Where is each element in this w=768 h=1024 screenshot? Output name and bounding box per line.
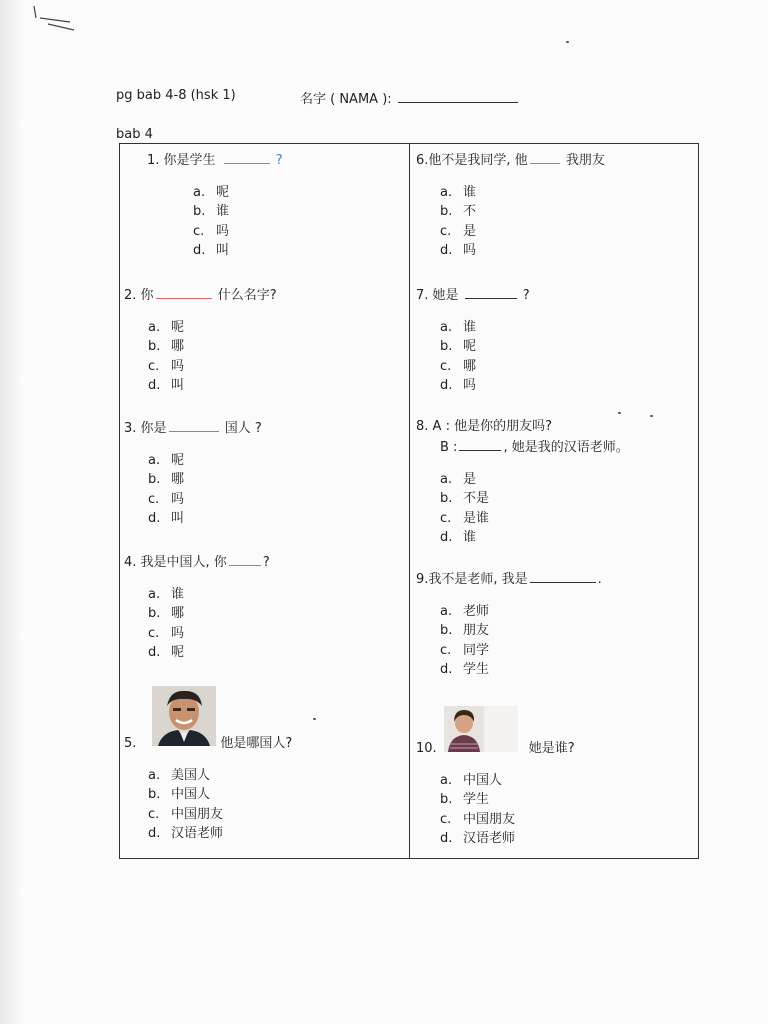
question-number: 6. (416, 153, 429, 168)
answer-blank[interactable] (530, 152, 560, 164)
option-d[interactable]: d. 叫 (148, 377, 185, 393)
worksheet-title: pg bab 4-8 (hsk 1) (116, 88, 236, 103)
option-a[interactable]: a. 谁 (148, 587, 185, 602)
options-list (148, 766, 292, 843)
question-text: 你 (140, 288, 154, 303)
question-3: 3. 你是 国人 ? a. 呢 b. 哪 c. 吗 d. 叫 (124, 420, 262, 528)
option-d[interactable]: d. 吗 (440, 242, 477, 258)
option-c[interactable]: c. 吗 (193, 223, 230, 239)
answer-blank[interactable] (229, 554, 261, 566)
option-d[interactable]: d. 学生 (440, 661, 490, 677)
question-number: 8. (416, 419, 429, 434)
question-text: 她是谁? (528, 741, 575, 756)
options-list (148, 585, 270, 662)
option-a[interactable]: a. 谁 (440, 320, 477, 335)
option-b[interactable]: b. 呢 (440, 339, 477, 355)
answer-blank[interactable] (459, 439, 501, 451)
option-b[interactable]: b. 哪 (148, 472, 185, 488)
question-text: 你是 (140, 421, 167, 436)
option-d[interactable]: d. 汉语老师 (148, 825, 224, 841)
option-b[interactable]: b. 中国人 (148, 787, 211, 803)
option-b[interactable]: b. 朋友 (440, 623, 490, 639)
answer-blank[interactable] (169, 420, 219, 432)
option-c[interactable]: c. 是 (440, 223, 477, 239)
option-b[interactable]: b. 学生 (440, 792, 490, 808)
scan-left-edge (0, 0, 22, 1024)
options-list (440, 771, 575, 848)
option-a[interactable]: a. 老师 (440, 604, 490, 619)
scan-speck (650, 415, 653, 417)
scan-speck (313, 718, 316, 720)
question-4: 4. 我是中国人, 你 ? a. 谁 b. 哪 c. 吗 d. 呢 (124, 554, 270, 662)
section-label: bab 4 (116, 127, 153, 142)
option-c[interactable]: c. 吗 (148, 625, 185, 641)
question-10 (416, 741, 575, 848)
question-text-after: 什么名字 (217, 288, 270, 303)
option-c[interactable]: c. 是谁 (440, 510, 490, 526)
question-number: 9. (416, 572, 429, 587)
option-a[interactable]: a. 谁 (440, 185, 477, 200)
question-number: 1. (147, 153, 160, 168)
option-b[interactable]: b. 哪 (148, 606, 185, 622)
answer-blank[interactable] (465, 287, 517, 299)
question-2: 2. 你 什么名字? a. 呢 b. 哪 c. 吗 d. 叫 (124, 287, 277, 395)
dialogue-line-b: , 她是我的汉语老师。 (503, 440, 629, 455)
option-d[interactable]: d. 吗 (440, 377, 477, 393)
question-6 (416, 152, 605, 260)
option-b[interactable]: b. 谁 (193, 204, 230, 220)
option-a[interactable]: a. 呢 (148, 320, 185, 335)
dialogue-speaker-b: B : (440, 440, 458, 455)
question-9: 9.我不是老师, 我是 . a. 老师 b. 朋友 c. 同学 d. 学生 (416, 571, 602, 679)
option-b[interactable]: b. 不是 (440, 491, 490, 507)
option-a[interactable]: a. 中国人 (440, 773, 503, 788)
question-text: 你是学生 (163, 153, 216, 168)
option-d[interactable]: d. 汉语老师 (440, 830, 516, 846)
question-text: 我是中国人, 你 (140, 555, 227, 570)
question-table (119, 143, 699, 859)
answer-blank[interactable] (224, 152, 270, 164)
scan-speck (618, 412, 621, 414)
option-b[interactable]: b. 不 (440, 204, 477, 220)
options-list (148, 318, 277, 395)
question-text: 她是 (432, 288, 459, 303)
option-d[interactable]: d. 谁 (440, 529, 477, 545)
options-list (440, 183, 605, 260)
question-8 (416, 419, 629, 547)
options-list (440, 318, 530, 395)
question-1 (147, 152, 283, 260)
question-number: 4. (124, 555, 137, 570)
question-text-after: 国人 (224, 421, 251, 436)
answer-blank[interactable] (530, 571, 596, 583)
option-a[interactable]: a. 是 (440, 472, 477, 487)
question-mark: ? (275, 153, 283, 168)
question-number: 3. (124, 421, 137, 436)
name-field (300, 88, 518, 107)
option-a[interactable]: a. 美国人 (148, 768, 211, 783)
options-list (193, 183, 283, 260)
options-list (440, 470, 629, 547)
option-c[interactable]: c. 哪 (440, 358, 477, 374)
question-number: 10. (416, 741, 437, 756)
option-a[interactable]: a. 呢 (148, 453, 185, 468)
question-text: 他不是我同学, 他 (428, 153, 528, 168)
question-number: 7. (416, 288, 429, 303)
question-text-after: 我朋友 (565, 153, 605, 168)
option-b[interactable]: b. 哪 (148, 339, 185, 355)
option-c[interactable]: c. 中国朋友 (440, 811, 516, 827)
scan-speck (566, 41, 569, 43)
name-label: 名字 ( NAMA ): (300, 92, 392, 107)
answer-blank[interactable] (156, 287, 212, 299)
name-blank[interactable] (398, 91, 518, 103)
option-c[interactable]: c. 同学 (440, 642, 490, 658)
column-divider (409, 144, 410, 858)
worksheet-header (116, 88, 392, 107)
option-a[interactable]: a. 呢 (193, 185, 230, 200)
option-c[interactable]: c. 吗 (148, 358, 185, 374)
options-list (148, 451, 262, 528)
option-c[interactable]: c. 中国朋友 (148, 806, 224, 822)
option-d[interactable]: d. 叫 (148, 510, 185, 526)
dialogue-line-a: A : 他是你的朋友吗? (432, 419, 552, 434)
question-number: 5. (124, 736, 137, 751)
question-text: 他是哪国人? (220, 736, 293, 751)
option-d[interactable]: d. 呢 (148, 644, 185, 660)
question-5 (124, 736, 292, 843)
question-7: 7. 她是 ? a. 谁 b. 呢 c. 哪 d. 吗 (416, 287, 530, 395)
option-d[interactable]: d. 叫 (193, 242, 230, 258)
options-list (440, 602, 602, 679)
question-number: 2. (124, 288, 137, 303)
question-text: 我不是老师, 我是 (428, 572, 528, 587)
option-c[interactable]: c. 吗 (148, 491, 185, 507)
pen-scribble (30, 4, 78, 34)
